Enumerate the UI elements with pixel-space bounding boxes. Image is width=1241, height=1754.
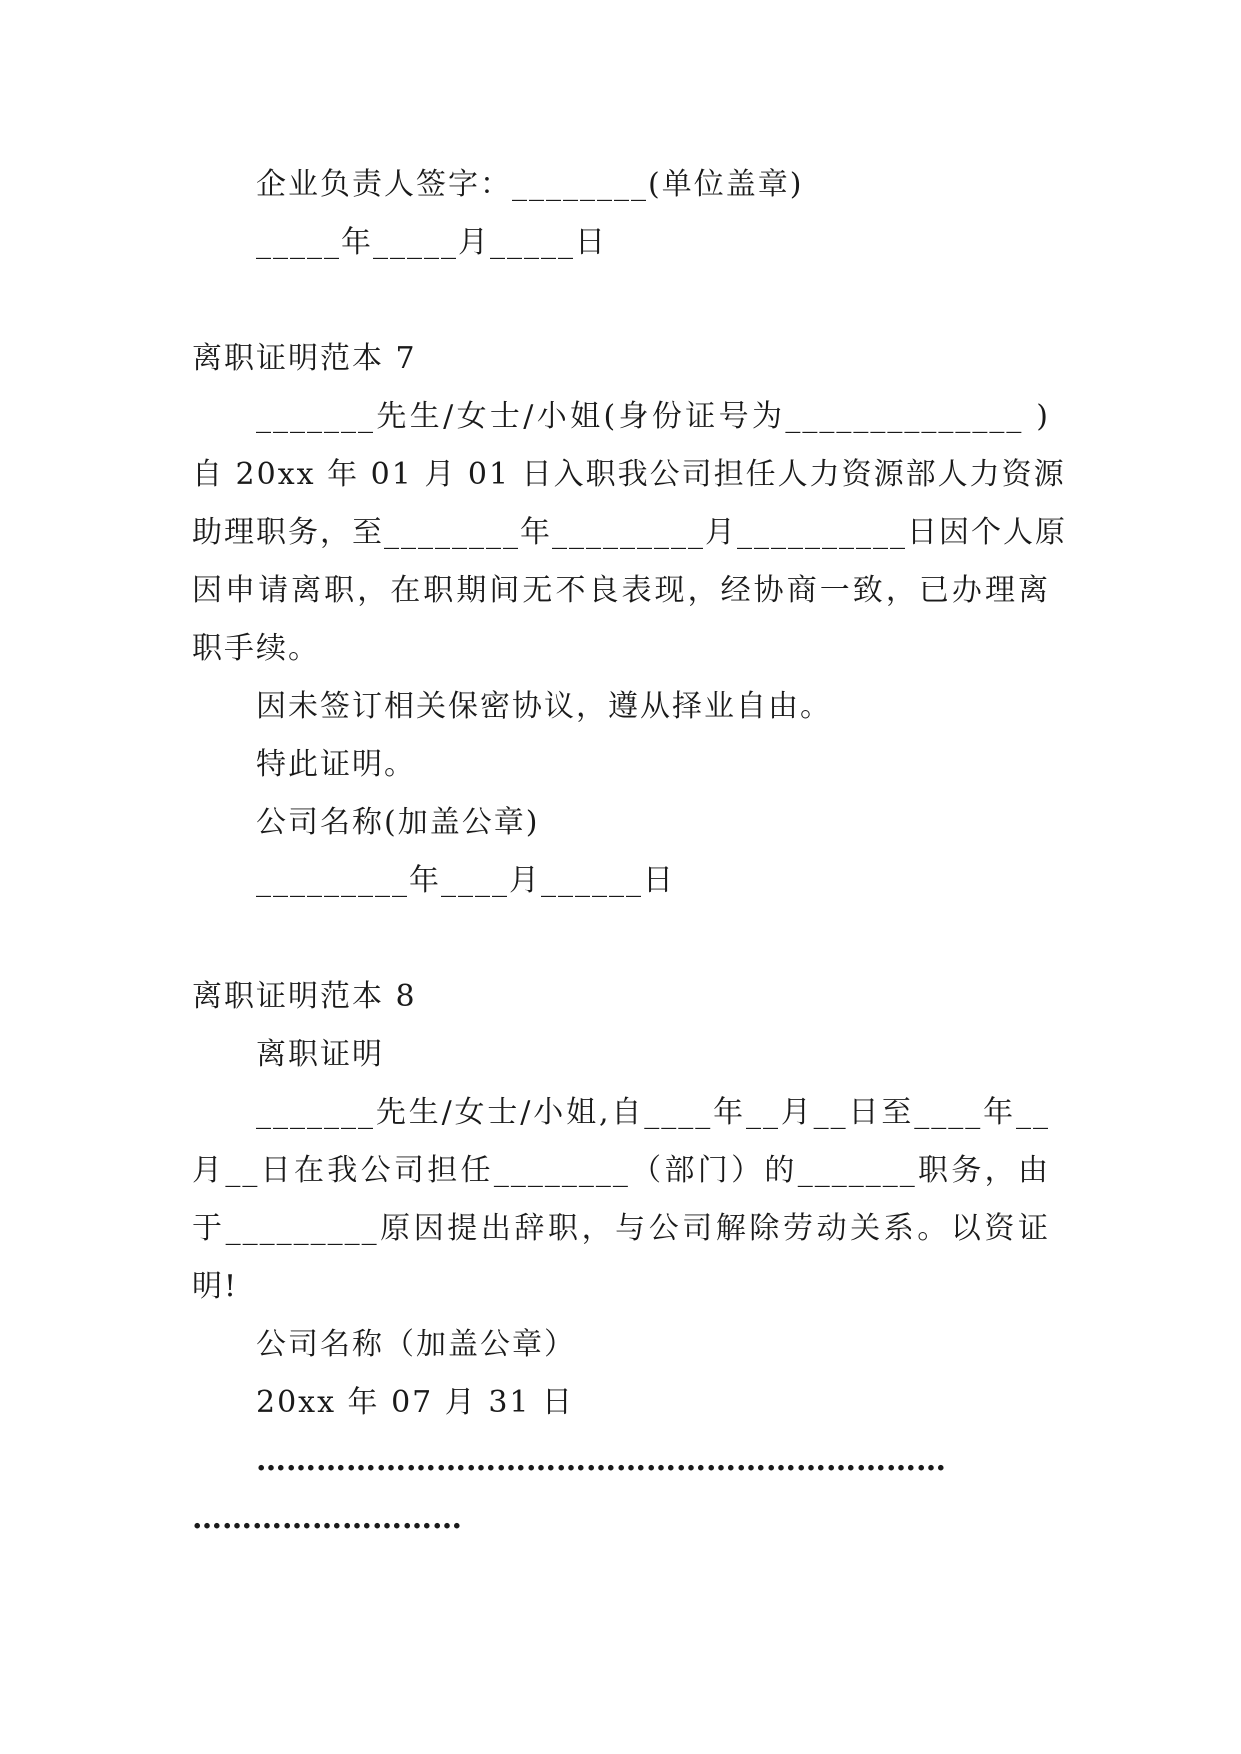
paragraph-line: 职手续。 [192,631,320,666]
signer-line: 企业负责人签字：________(单位盖章) [256,167,804,202]
paragraph-line: 自 20xx 年 01 月 01 日入职我公司担任人力资源部人力资源 [192,457,1066,492]
paragraph-line: _______先生/女士/小姐(身份证号为______________ ) [256,399,1050,434]
paragraph-line: 明! [192,1269,239,1304]
date-line: 20xx 年 07 月 31 日 [256,1385,575,1420]
ellipsis-separator: …………………………………………………………… [256,1443,946,1478]
date-line: _________年____月______日 [256,863,675,898]
date-line: _____年_____月_____日 [256,225,607,260]
paragraph-line: 助理职务，至________年_________月__________日因个人原 [192,515,1067,550]
paragraph-line: _______先生/女士/小姐,自____年__月__日至____年__ [256,1095,1050,1130]
company-line: 公司名称(加盖公章) [256,805,540,840]
company-line: 公司名称（加盖公章） [256,1327,576,1362]
document-title: 离职证明 [256,1037,384,1072]
certify-line: 特此证明。 [256,747,416,782]
paragraph-line: 于_________原因提出辞职，与公司解除劳动关系。以资证 [192,1211,1050,1246]
paragraph-line: 月__日在我公司担任________（部门）的_______职务，由 [192,1153,1050,1188]
ellipsis-separator: ……………………… [192,1501,462,1536]
section-heading: 离职证明范本 7 [192,341,417,376]
confidentiality-line: 因未签订相关保密协议，遵从择业自由。 [256,689,832,724]
paragraph-line: 因申请离职，在职期间无不良表现，经协商一致，已办理离 [192,573,1050,608]
section-heading: 离职证明范本 8 [192,979,417,1014]
